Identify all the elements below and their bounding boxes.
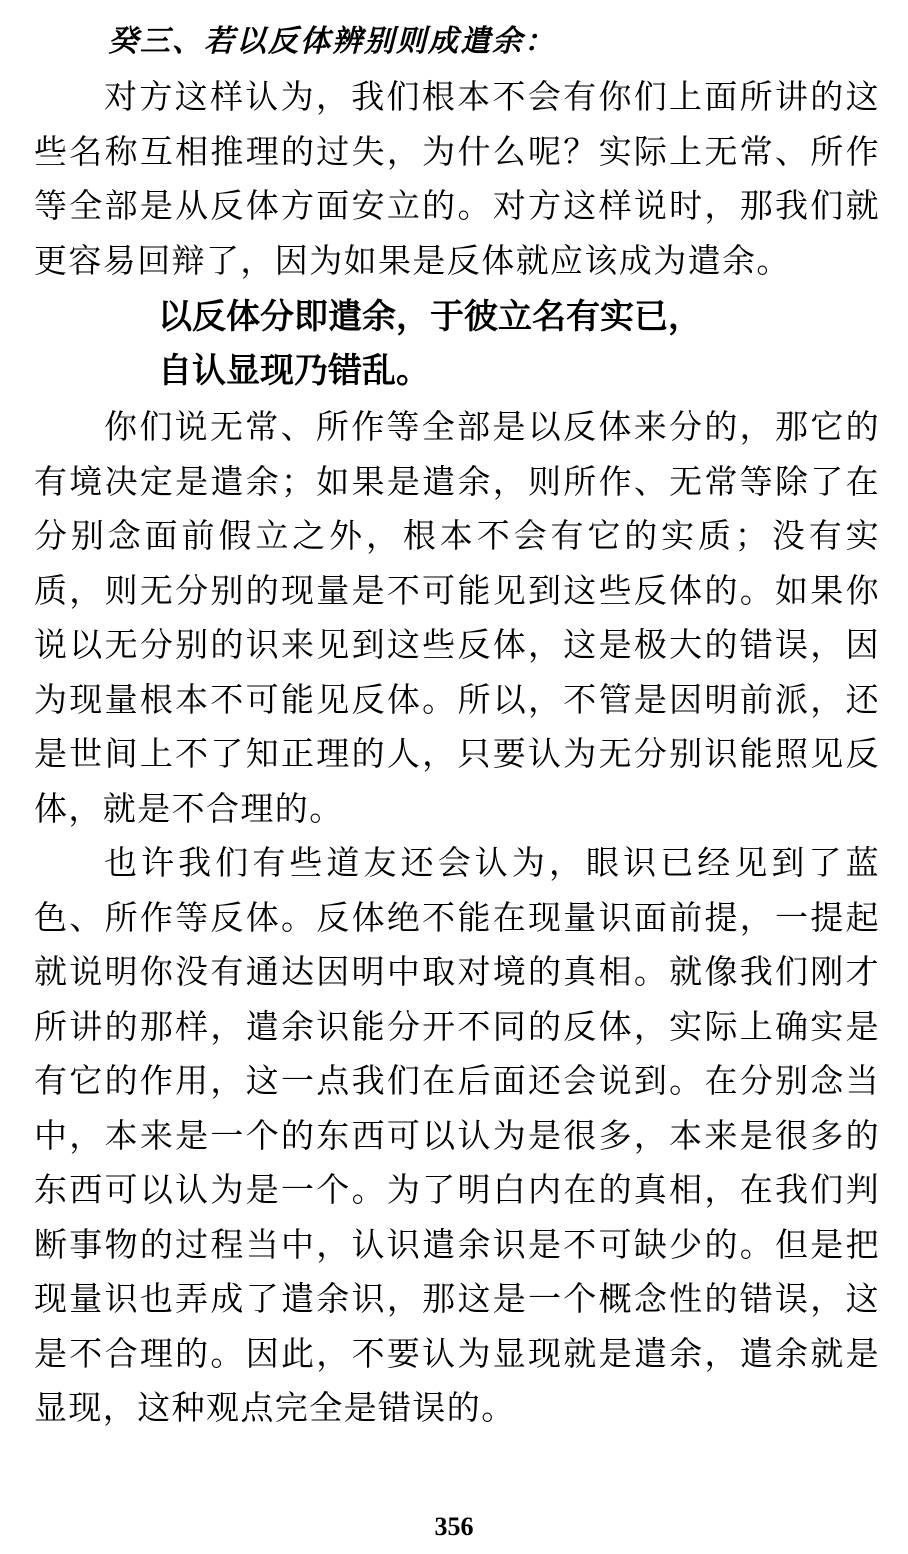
verse-line-2: 自认显现乃错乱。 <box>158 351 430 391</box>
paragraph-2: 你们说无常、所作等全部是以反体来分的，那它的有境决定是遣余；如果是遣余，则所作、无常等除了在分别念面前假立之外，根本不会有它的实质；没有实质，则无分别的现量是不可能见到这些反体的。如果你说以无分别的识来见到这些反体，这是极大的错误，因为现量根本不可能见反体。所以，不管是因明前派，还是世间上不了知正理的人，只要认为无分别识能照见反体，就是不合理的。 <box>34 407 880 828</box>
verse-line-1: 以反体分即遣余，于彼立名有实已， <box>158 297 702 337</box>
page-body <box>34 14 880 1436</box>
page-number: 356 <box>434 1512 474 1541</box>
paragraph-1: 对方这样认为，我们根本不会有你们上面所讲的这些名称互相推理的过失，为什么呢？实际上无常、所作等全部是从反体方面安立的。对方这样说时，那我们就更容易回辩了，因为如果是反体就应该成为遣余。 <box>34 77 880 280</box>
paragraph-3: 也许我们有些道友还会认为，眼识已经见到了蓝色、所作等反体。反体绝不能在现量识面前提，一提起就说明你没有通达因明中取对境的真相。就像我们刚才所讲的那样，遣余识能分开不同的反体，实际上确实是有它的作用，这一点我们在后面还会说到。在分别念当中，本来是一个的东西可以认为是很多，本来是很多的东西可以认为是一个。为了明白内在的真相，在我们判断事物的过程当中，认识遣余识是不可缺少的。但是把现量识也弄成了遣余识，那这是一个概念性的错误，这是不合理的。因此，不要认为显现就是遣余，遣余就是显现，这种观点完全是错误的。 <box>34 843 880 1427</box>
verse-block <box>34 290 880 398</box>
section-heading: 癸三、若以反体辨别则成遣余： <box>108 24 556 59</box>
